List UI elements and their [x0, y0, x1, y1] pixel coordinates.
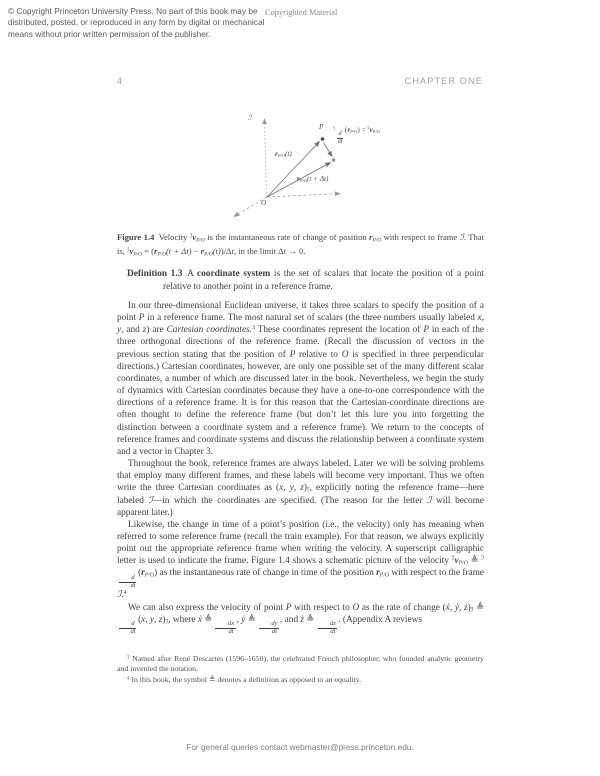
point-p-later-dot: [332, 158, 335, 161]
body-text: [117, 300, 484, 636]
copyrighted-material-label: Copyrighted Material: [265, 8, 338, 17]
vector-diagram: [225, 105, 455, 231]
definition-1-3: Definition 1.3 A coordinate system is the set of scalars that locate the position of a point relative to another point in a reference frame.: [127, 269, 484, 292]
figure-1-4: [225, 105, 455, 231]
frame-label: ℐ: [248, 114, 252, 122]
point-p-label: P: [319, 123, 324, 131]
paragraph-3: Likewise, the change in time of a point’s position (i.e., the velocity) only has meaning when referred to some reference frame (recall the train example). For that reason, we always explicitly point out the appropriate reference frame when writing the velocity. A superscript calligraphic letter is used to indicate the frame. Figure 1.4 shows a schematic picture of the velocity $^ℐ$vP/O ≜ $^ℐ$ $\frac{d}{dt}$ (rP/O) as the instantaneous rate of change in time of the position rP/O with respect to the frame ℐ.$^4$: [117, 519, 485, 601]
paragraph-1: In our three-dimensional Euclidean universe, it takes three scalars to specify the position of a point P in a reference frame. The most natural set of scalars (the three numbers usually labeled x, y, and z) are Cartesian coordinates.$^3$ These coordinates represent the location of P in each of the three orthogonal directions of the reference frame. (Recall the discussion of vectors in the previous section stating that the position of P relative to O is specified in three perpendicular directions.) Cartesian coordinates, however, are only one possible set of the many different scalar coordinates, a number of which are discussed later in the book. Nevertheless, we begin the study of dynamics with Cartesian coordinates because they have a one-to-one correspondence with the directions of a reference frame. It is for this reason that the Cartesian-coordinate directions are often thought to define the reference frame (but don’t let this lure you into forgetting the distinction between a coordinate system and a reference frame). We return to the concepts of reference frames and coordinate systems and discuss the relationship between a coordinate system and a vector in Chapter 3.: [117, 301, 484, 457]
footnotes: [117, 654, 484, 685]
frame-axis-horizontal: [267, 194, 340, 198]
frame-axis-vertical: [265, 119, 267, 197]
point-p-dot: [321, 137, 325, 141]
figure-caption: Figure 1.4 Velocity $^ℐ$vP/O is the instantaneous rate of change of position rP/O with respect to frame ℐ. That is, $^ℐ$vP/O = (rP/O(t + Δt) − rP/O(t))/Δt, in the limit Δt → 0.: [117, 232, 485, 258]
copyright-notice: © Copyright Princeton University Press. No part of this book may be distributed, posted, or reproduced in any form by digital or mechanical means without prior written permission of the publisher.: [8, 6, 265, 39]
velocity-label: $^ℐ$ $\frac{d}{dt}$ (rP/O) = $^ℐ$vP/O: [333, 125, 380, 145]
r-t-dt-label: rP/O(t + Δt): [297, 175, 329, 184]
paragraph-4: We can also express the velocity of point P with respect to O as the rate of change (ẋ, ẏ, ż)ℐ ≜ $\frac{d}{dt}$ (x, y, z)ℐ, where ẋ ≜ $\frac{dx}{dt}$ , ẏ ≜ $\frac{dy}{dt}$ , and ż ≜ $\frac{dz}{dt}$ . (Appendix A reviews: [117, 602, 484, 636]
chapter-title: CHAPTER ONE: [404, 76, 483, 86]
footer-contact: For general queries contact webmaster@press.princeton.edu.: [186, 742, 414, 752]
footnote-4: $^4$ In this book, the symbol ≜ denotes a definition as opposed to an equality.: [127, 674, 362, 684]
footnote-3: $^3$ Named after René Descartes (1596–1650), the celebrated French philosopher, who founded analytic geometry and invented the notation.: [117, 654, 484, 674]
vector-velocity: [324, 143, 333, 157]
page-number: 4: [117, 76, 124, 86]
running-head: [117, 76, 483, 86]
r-t-label: rP/O(t): [275, 150, 292, 159]
paragraph-2: Throughout the book, reference frames are always labeled. Later we will be solving problems that employ many different frames, and these labels will become very important. Thus we often write the three Cartesian coordinates as (x, y, z)ℐ, explicitly noting the reference frame—here labeled ℐ—in which the coordinates are specified. (The reason for the letter ℐ will become apparent later.): [117, 459, 485, 518]
origin-label: O: [261, 199, 267, 207]
